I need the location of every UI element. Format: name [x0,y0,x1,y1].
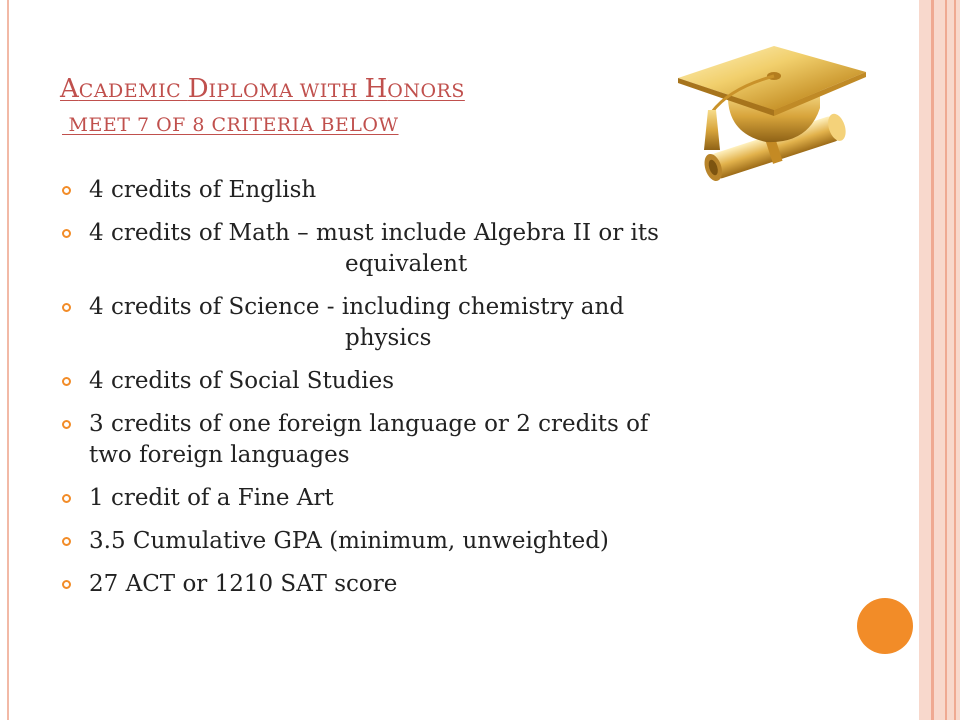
decorative-orange-circle [857,598,913,654]
graduation-cap-icon [670,38,870,188]
bullet-icon [62,494,71,503]
list-item: 4 credits of Social Studies [62,366,822,397]
bullet-icon [62,580,71,589]
bullet-icon [62,537,71,546]
list-item: 3.5 Cumulative GPA (minimum, unweighted) [62,526,822,557]
list-item: 4 credits of English [62,175,822,206]
list-item: 4 credits of Science - including chemistry and physics [62,292,822,354]
bullet-icon [62,229,71,238]
left-border-line [7,0,9,720]
list-item: 4 credits of Math – must include Algebra II or its equivalent [62,218,822,280]
slide-title [60,70,680,140]
list-item: 1 credit of a Fine Art [62,483,822,514]
right-border-band [919,0,960,720]
title-main: ACADEMIC DIPLOMA WITH HONORS [60,74,465,104]
criteria-list [62,175,822,612]
title-subtitle: MEET 7 OF 8 CRITERIA BELOW [62,114,399,136]
list-item: 27 ACT or 1210 SAT score [62,569,822,600]
list-item: 3 credits of one foreign language or 2 credits of two foreign languages [62,409,822,471]
bullet-icon [62,420,71,429]
bullet-icon [62,186,71,195]
bullet-icon [62,303,71,312]
bullet-icon [62,377,71,386]
